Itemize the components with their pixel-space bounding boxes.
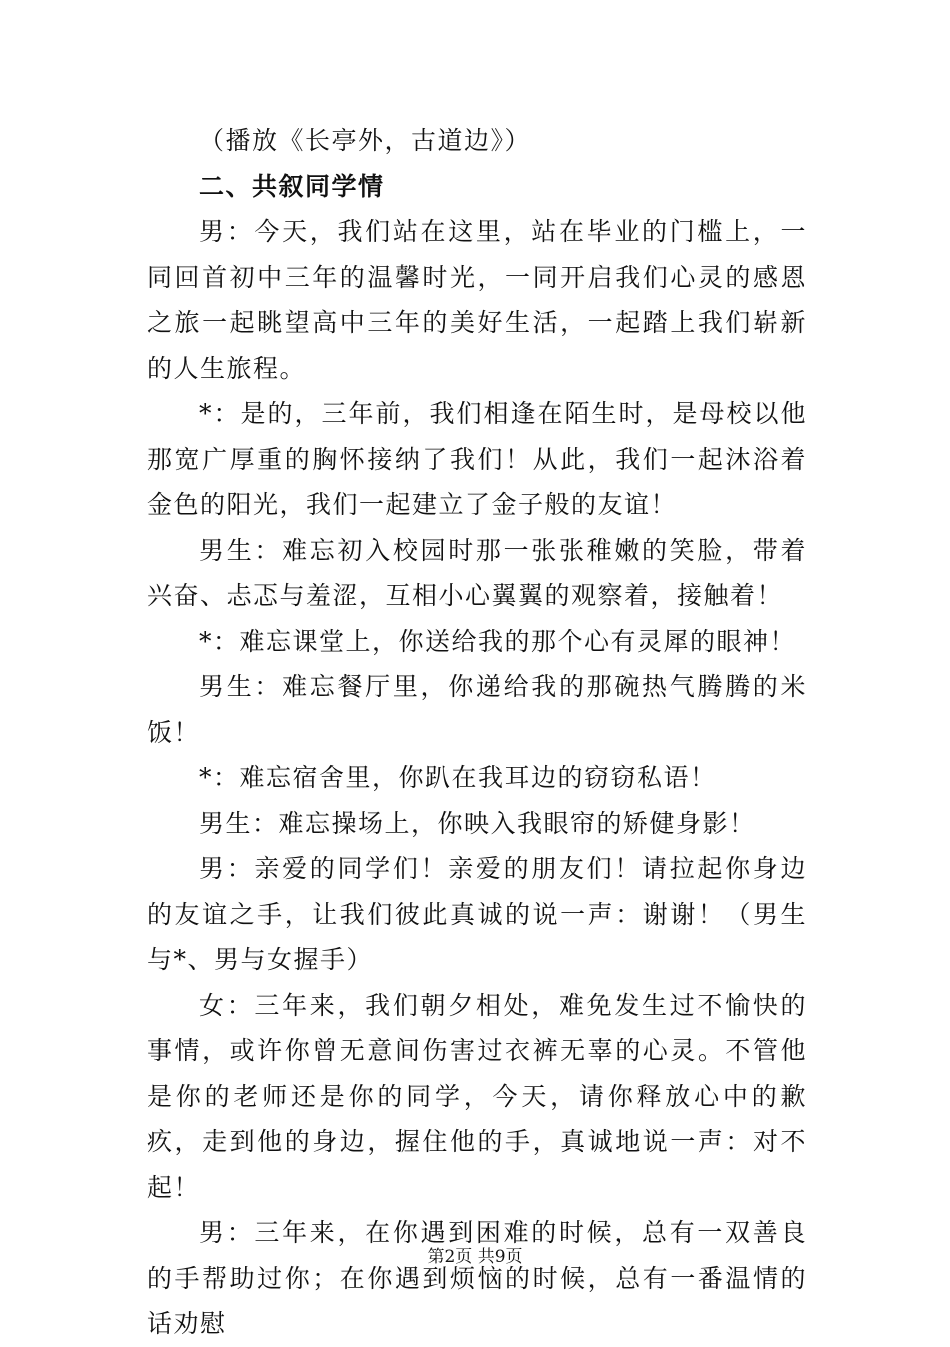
paragraph: 男生：难忘初入校园时那一张张稚嫩的笑脸，带着兴奋、忐忑与羞涩，互相小心翼翼的观察着，接触着！ (147, 535, 807, 610)
paragraph: 男生：难忘操场上，你映入我眼帘的矫健身影！ (199, 808, 756, 838)
paragraph: *：是的，三年前，我们相逢在陌生时，是母校以他那宽广厚重的胸怀接纳了我们！从此，我们一起沐浴着金色的阳光，我们一起建立了金子般的友谊！ (147, 399, 807, 519)
paragraph: *：难忘课堂上，你送给我的那个心有灵犀的眼神！ (199, 626, 797, 656)
paragraph: 女：三年来，我们朝夕相处，难免发生过不愉快的事情，或许你曾无意间伤害过衣裤无辜的心灵。不管他是你的老师还是你的同学，今天，请你释放心中的歉疚，走到他的身边，握住他的手，真诚地说一声：对不起！ (147, 990, 807, 1202)
paragraph: 男：亲爱的同学们！亲爱的朋友们！请拉起你身边的友谊之手，让我们彼此真诚的说一声：谢谢！（男生与*、男与女握手） (147, 854, 807, 974)
section-heading: 二、共叙同学情 (199, 171, 385, 201)
paragraph: 男：三年来，在你遇到困难的时候，总有一双善良的手帮助过你；在你遇到烦恼的时候，总有一番温情的话劝慰 (147, 1218, 807, 1338)
paragraph: 男：今天，我们站在这里，站在毕业的门槛上，一同回首初中三年的温馨时光，一同开启我们心灵的感恩之旅一起眺望高中三年的美好生活，一起踏上我们崭新的人生旅程。 (147, 217, 807, 383)
paragraph: 男生：难忘餐厅里，你递给我的那碗热气腾腾的米饭！ (147, 672, 807, 747)
paragraph: *：难忘宿舍里，你趴在我耳边的窃窃私语！ (199, 763, 717, 792)
stage-direction: （播放《长亭外，古道边》） (199, 126, 532, 155)
document-body (147, 118, 807, 1347)
page-footer: 第2页 共9页 (427, 1247, 523, 1267)
